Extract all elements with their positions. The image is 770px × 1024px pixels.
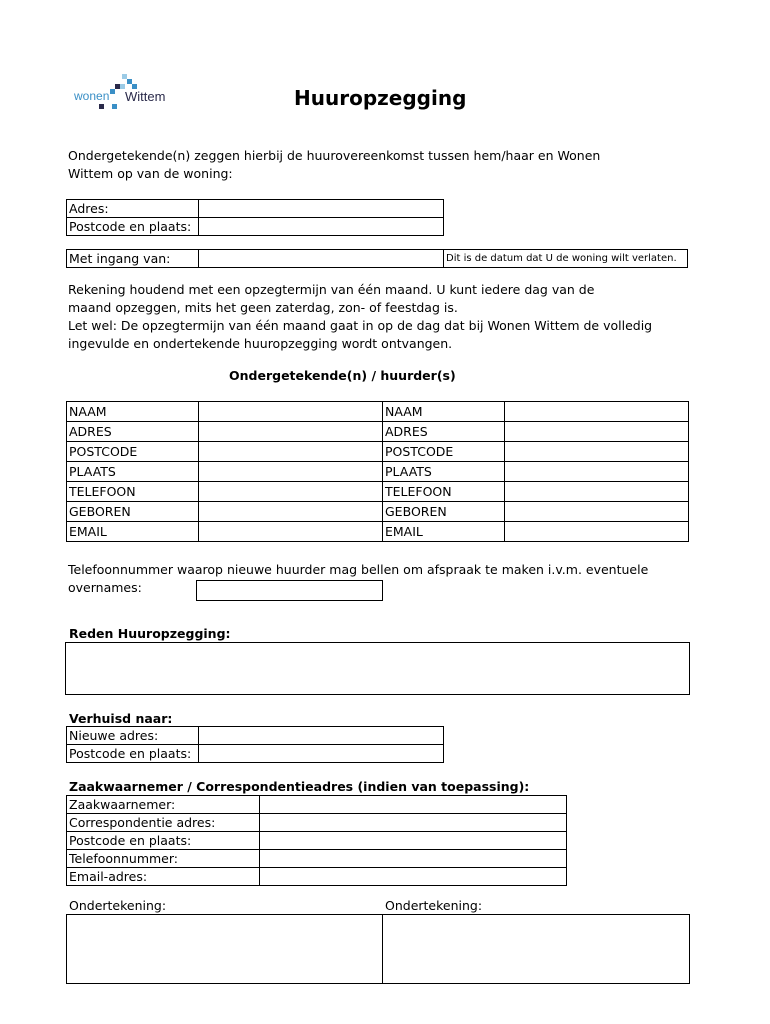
agent-table — [66, 795, 567, 886]
tenant2-phone-field[interactable] — [505, 482, 689, 502]
tenant1-city-field[interactable] — [199, 462, 383, 482]
agent-name-field[interactable] — [260, 796, 567, 814]
rules-line-2: maand opzeggen, mits het geen zaterdag, zon- of feestdag is. — [68, 300, 458, 315]
tenant1-name-field[interactable] — [199, 402, 383, 422]
table-row — [67, 502, 689, 522]
signature-right-field[interactable] — [382, 914, 690, 984]
table-row — [67, 200, 444, 218]
page-title: Huuropzegging — [294, 86, 467, 110]
signature-left-label: Ondertekening: — [69, 898, 167, 913]
ingang-table — [66, 249, 688, 268]
table-row — [67, 442, 689, 462]
moved-table — [66, 726, 444, 763]
signature-left-field[interactable] — [66, 914, 383, 984]
agent-address-field[interactable] — [260, 814, 567, 832]
address-label: Adres: — [67, 200, 199, 218]
logo-word-wonen: wonen — [74, 89, 110, 103]
table-row — [67, 218, 444, 236]
ingang-label: Met ingang van: — [67, 250, 199, 268]
table-row — [67, 850, 567, 868]
logo-square-icon — [99, 104, 104, 109]
tenant1-label: EMAIL — [67, 522, 199, 542]
tenant2-label: PLAATS — [383, 462, 505, 482]
reason-heading: Reden Huuropzegging: — [69, 626, 231, 641]
new-tenant-phone-field[interactable] — [196, 580, 383, 601]
ingang-date-field[interactable] — [199, 250, 444, 268]
tenant2-label: NAAM — [383, 402, 505, 422]
table-row — [67, 727, 444, 745]
agent-postcode-field[interactable] — [260, 832, 567, 850]
agent-label: Correspondentie adres: — [67, 814, 260, 832]
logo-word-wittem: Wittem — [125, 89, 166, 104]
tenant1-birth-field[interactable] — [199, 502, 383, 522]
moved-heading: Verhuisd naar: — [69, 711, 173, 726]
table-row — [67, 796, 567, 814]
postcode-label: Postcode en plaats: — [67, 218, 199, 236]
table-row — [67, 422, 689, 442]
tenant1-postcode-field[interactable] — [199, 442, 383, 462]
intro-text — [68, 147, 708, 183]
phone-line-2: overnames: — [68, 580, 142, 595]
tenant2-email-field[interactable] — [505, 522, 689, 542]
tenant2-name-field[interactable] — [505, 402, 689, 422]
agent-heading: Zaakwaarnemer / Correspondentieadres (indien van toepassing): — [69, 779, 530, 794]
table-row — [67, 868, 567, 886]
table-row — [67, 814, 567, 832]
table-row — [67, 522, 689, 542]
tenant2-address-field[interactable] — [505, 422, 689, 442]
tenant2-label: POSTCODE — [383, 442, 505, 462]
address-table — [66, 199, 444, 236]
agent-label: Postcode en plaats: — [67, 832, 260, 850]
table-row — [67, 832, 567, 850]
tenant1-label: GEBOREN — [67, 502, 199, 522]
tenant1-label: POSTCODE — [67, 442, 199, 462]
agent-email-field[interactable] — [260, 868, 567, 886]
agent-label: Telefoonnummer: — [67, 850, 260, 868]
new-postcode-label: Postcode en plaats: — [67, 745, 199, 763]
new-address-label: Nieuwe adres: — [67, 727, 199, 745]
intro-line-2: Wittem op van de woning: — [68, 166, 233, 181]
tenant2-postcode-field[interactable] — [505, 442, 689, 462]
table-row — [67, 250, 688, 268]
tenant2-label: EMAIL — [383, 522, 505, 542]
table-row — [67, 745, 444, 763]
table-row — [67, 462, 689, 482]
phone-line-1: Telefoonnummer waarop nieuwe huurder mag bellen om afspraak te maken i.v.m. eventuele — [68, 562, 649, 577]
table-row — [67, 482, 689, 502]
agent-label: Zaakwaarnemer: — [67, 796, 260, 814]
tenant1-label: TELEFOON — [67, 482, 199, 502]
tenant2-label: GEBOREN — [383, 502, 505, 522]
tenant2-label: TELEFOON — [383, 482, 505, 502]
intro-line-1: Ondergetekende(n) zeggen hierbij de huurovereenkomst tussen hem/haar en Wonen — [68, 148, 601, 163]
agent-label: Email-adres: — [67, 868, 260, 886]
address-field[interactable] — [199, 200, 444, 218]
tenant1-label: PLAATS — [67, 462, 199, 482]
ingang-note: Dit is de datum dat U de woning wilt verlaten. — [444, 250, 688, 268]
agent-phone-field[interactable] — [260, 850, 567, 868]
new-address-field[interactable] — [199, 727, 444, 745]
tenant2-birth-field[interactable] — [505, 502, 689, 522]
tenant1-email-field[interactable] — [199, 522, 383, 542]
logo-square-icon — [110, 89, 115, 94]
new-postcode-field[interactable] — [199, 745, 444, 763]
rules-line-3: Let wel: De opzegtermijn van één maand gaat in op de dag dat bij Wonen Wittem de volledig — [68, 318, 653, 333]
tenants-heading: Ondergetekende(n) / huurder(s) — [229, 368, 456, 383]
tenant1-address-field[interactable] — [199, 422, 383, 442]
logo-square-icon — [112, 104, 117, 109]
rules-line-1: Rekening houdend met een opzegtermijn van één maand. U kunt iedere dag van de — [68, 282, 595, 297]
rules-text — [68, 281, 708, 353]
tenant1-phone-field[interactable] — [199, 482, 383, 502]
tenants-table — [66, 401, 689, 542]
signature-right-label: Ondertekening: — [385, 898, 483, 913]
postcode-field[interactable] — [199, 218, 444, 236]
tenant1-label: NAAM — [67, 402, 199, 422]
tenant2-city-field[interactable] — [505, 462, 689, 482]
reason-field[interactable] — [65, 642, 690, 695]
rules-line-4: ingevulde en ondertekende huuropzegging wordt ontvangen. — [68, 336, 453, 351]
tenant2-label: ADRES — [383, 422, 505, 442]
phone-new-tenant-text — [68, 561, 708, 597]
logo — [72, 72, 182, 112]
table-row — [67, 402, 689, 422]
tenant1-label: ADRES — [67, 422, 199, 442]
